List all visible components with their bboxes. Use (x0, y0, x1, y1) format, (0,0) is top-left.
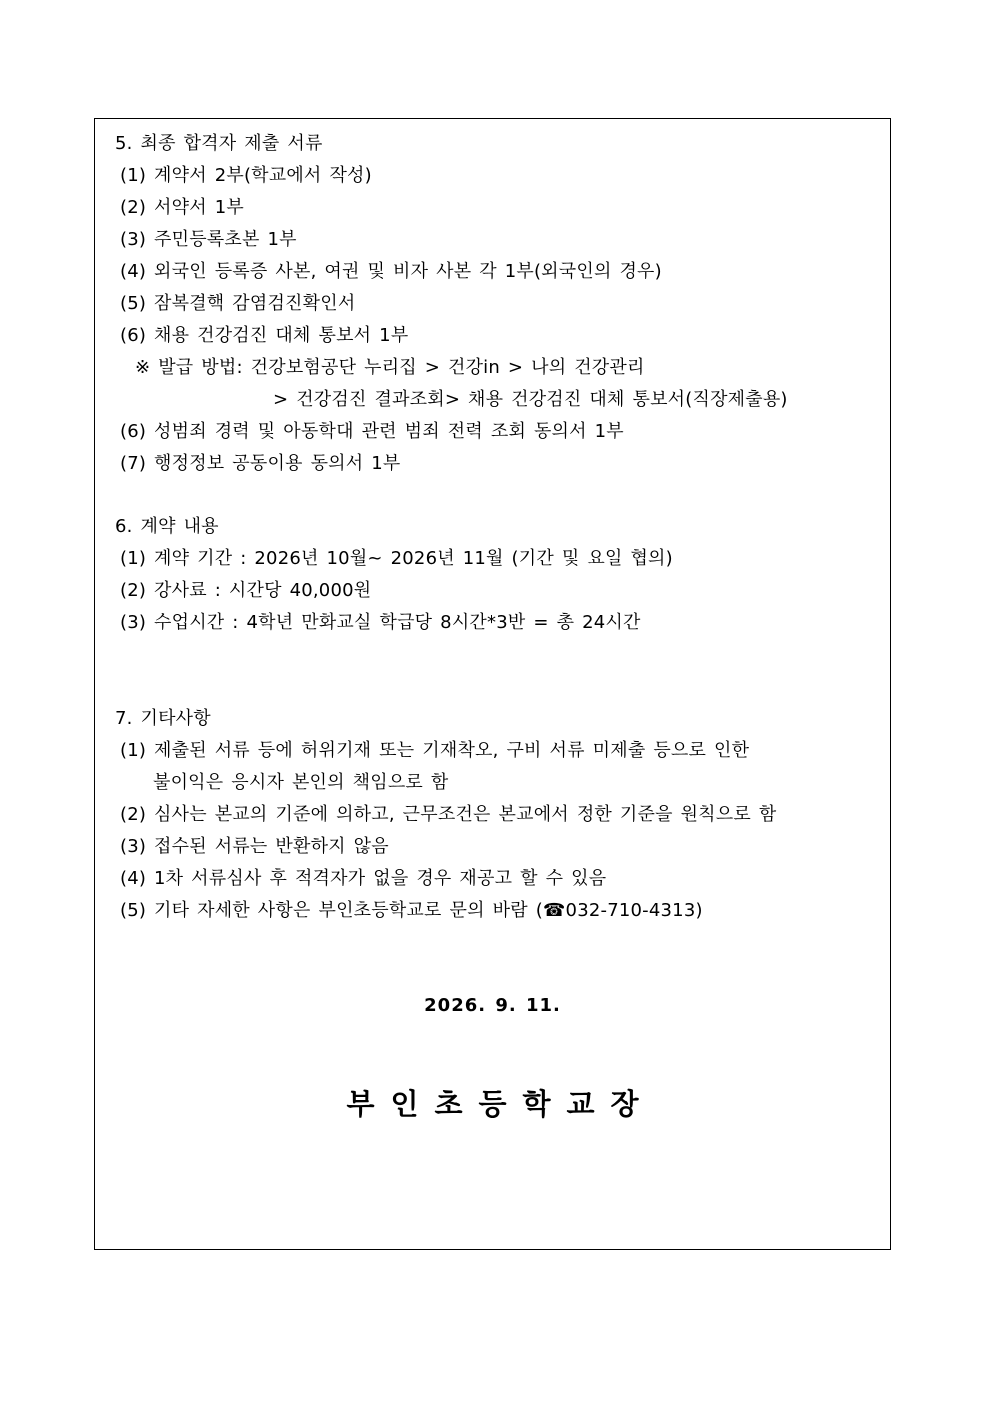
section6-item: (2) 강사료 : 시간당 40,000원 (120, 580, 372, 601)
section7-item: (4) 1차 서류심사 후 적격자가 없을 경우 재공고 할 수 있음 (120, 868, 607, 889)
section5-item: (4) 외국인 등록증 사본, 여권 및 비자 사본 각 1부(외국인의 경우) (120, 261, 662, 282)
document-frame (94, 118, 891, 1250)
section5-item: (5) 잠복결핵 감염검진확인서 (120, 293, 356, 314)
announcement-date: 2026. 9. 11. (424, 995, 561, 1016)
principal-signature: 부인초등학교장 (346, 1087, 655, 1121)
section7-item: (3) 접수된 서류는 반환하지 않음 (120, 836, 389, 857)
section5-item: (7) 행정정보 공동이용 동의서 1부 (120, 453, 401, 474)
section7-item: (5) 기타 자세한 사항은 부인초등학교로 문의 바람 (☎032-710-4313) (120, 900, 703, 921)
section6-item: (3) 수업시간 : 4학년 만화교실 학급당 8시간*3반 = 총 24시간 (120, 612, 641, 633)
section7-item-continued: 불이익은 응시자 본인의 책임으로 함 (153, 772, 449, 793)
section6-heading: 6. 계약 내용 (115, 516, 219, 537)
section5-item: (2) 서약서 1부 (120, 197, 244, 218)
issuance-note-continued: > 건강검진 결과조회> 채용 건강검진 대체 통보서(직장제출용) (273, 389, 788, 410)
issuance-note: ※ 발급 방법: 건강보험공단 누리집 > 건강in > 나의 건강관리 (135, 357, 645, 378)
section5-item: (3) 주민등록초본 1부 (120, 229, 297, 250)
section5-item: (6) 채용 건강검진 대체 통보서 1부 (120, 325, 409, 346)
section5-item: (6) 성범죄 경력 및 아동학대 관련 범죄 전력 조회 동의서 1부 (120, 421, 624, 442)
section5-item: (1) 계약서 2부(학교에서 작성) (120, 165, 372, 186)
section7-heading: 7. 기타사항 (115, 708, 211, 729)
section6-item: (1) 계약 기간 : 2026년 10월~ 2026년 11월 (기간 및 요일 협의) (120, 548, 673, 569)
section7-item: (2) 심사는 본교의 기준에 의하고, 근무조건은 본교에서 정한 기준을 원칙으로 함 (120, 804, 777, 825)
section7-item: (1) 제출된 서류 등에 허위기재 또는 기재착오, 구비 서류 미제출 등으로 인한 (120, 740, 750, 761)
section5-heading: 5. 최종 합격자 제출 서류 (115, 133, 323, 154)
